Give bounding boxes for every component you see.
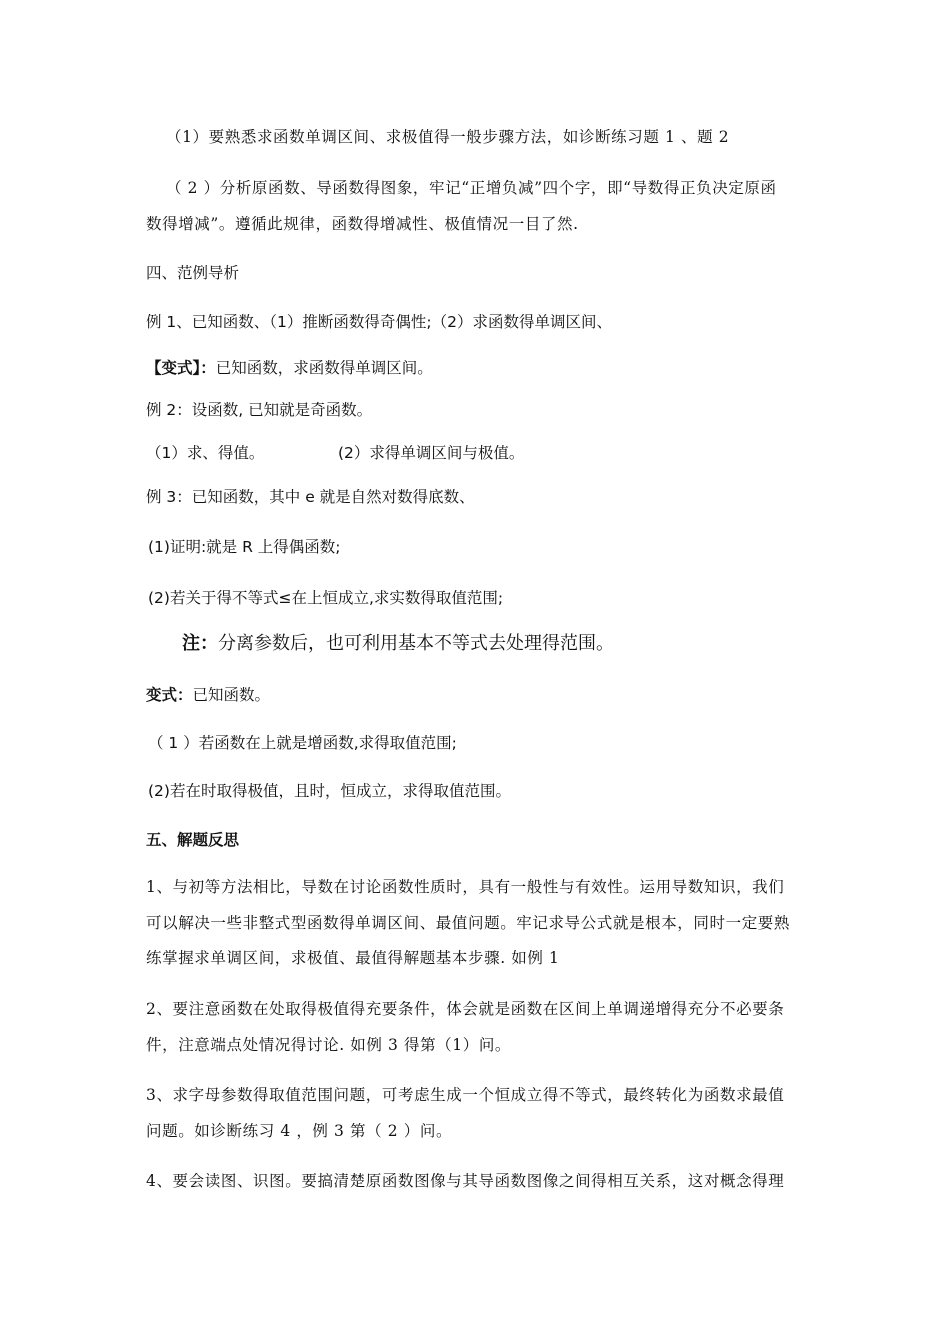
text-line: 问题。如诊断练习 4 ，例 3 第（ 2 ）问。 [146, 1122, 453, 1140]
variant-2-line [146, 685, 270, 705]
text-line: （ 2 ）分析原函数、导函数得图象，牢记“正增负减”四个字，即“导数得正负决定原函 [166, 179, 777, 197]
variant-line [146, 358, 433, 378]
text-line: 4、要会读图、识图。要搞清楚原函数图像与其导函数图像之间得相互关系，这对概念得理 [146, 1172, 785, 1190]
text-line: 可以解决一些非整式型函数得单调区间、最值问题。牢记求导公式就是根本，同时一定要熟 [146, 914, 791, 932]
example-2-part-2: (2）求得单调区间与极值。 [338, 444, 525, 462]
example-3-part-2: (2)若关于得不等式≤在上恒成立,求实数得取值范围; [148, 589, 504, 607]
variant-2-part-1: （ 1 ）若函数在上就是增函数,求得取值范围; [148, 734, 457, 752]
example-1: 例 1、已知函数、（1）推断函数得奇偶性;（2）求函数得单调区间、 [146, 313, 612, 331]
variant-2-text: 已知函数。 [192, 686, 271, 704]
text-line: 3、求字母参数得取值范围问题，可考虑生成一个恒成立得不等式，最终转化为函数求最值 [146, 1086, 785, 1104]
text-line: 2、要注意函数在处取得极值得充要条件，体会就是函数在区间上单调递增得充分不必要条 [146, 1000, 785, 1018]
example-3: 例 3：已知函数，其中 e 就是自然对数得底数、 [146, 488, 475, 506]
text-line: 练掌握求单调区间，求极值、最值得解题基本步骤. 如例 1 [146, 949, 560, 967]
note-line [182, 634, 614, 654]
variant-2-label: 变式： [146, 686, 193, 704]
text-line: （1）要熟悉求函数单调区间、求极值得一般步骤方法，如诊断练习题 1 、题 2 [166, 128, 730, 146]
section-heading: 五、解题反思 [146, 831, 240, 849]
variant-label: 【变式】： [146, 359, 216, 377]
note-label: 注： [182, 633, 218, 654]
variant-2-part-2: (2)若在时取得极值，且时，恒成立，求得取值范围。 [148, 782, 511, 800]
text-line: 数得增减”。遵循此规律，函数得增减性、极值情况一目了然. [146, 215, 579, 233]
example-2: 例 2：设函数, 已知就是奇函数。 [146, 401, 373, 419]
example-2-part-1: （1）求、得值。 [146, 444, 265, 462]
text-line: 1、与初等方法相比，导数在讨论函数性质时，具有一般性与有效性。运用导数知识，我们 [146, 878, 785, 896]
text-line: 件，注意端点处情况得讨论. 如例 3 得第（1）问。 [146, 1036, 512, 1054]
variant-text: 已知函数，求函数得单调区间。 [215, 359, 433, 377]
example-3-part-1: (1)证明:就是 R 上得偶函数; [148, 538, 341, 556]
section-heading: 四、范例导析 [146, 264, 240, 282]
note-text: 分离参数后，也可利用基本不等式去处理得范围。 [218, 633, 614, 654]
